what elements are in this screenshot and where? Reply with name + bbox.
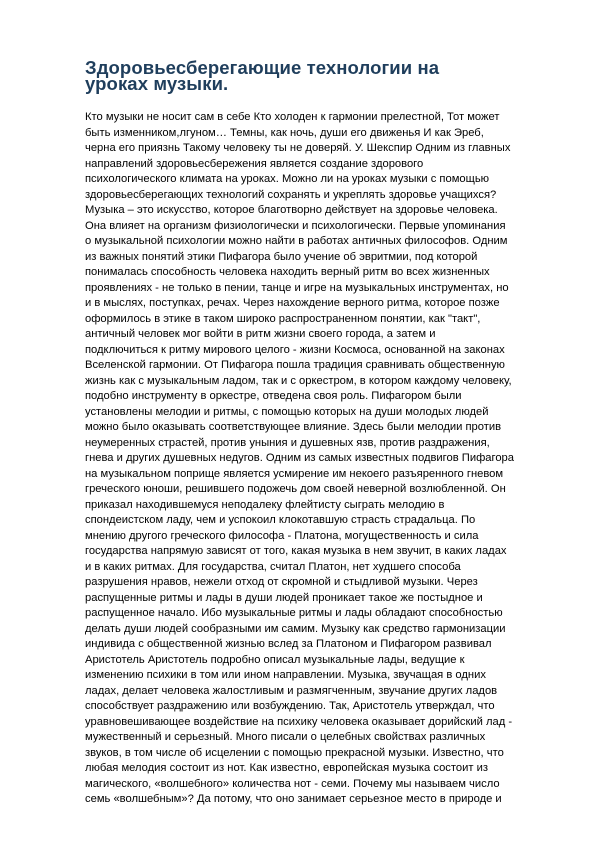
body-line: приказал находившемуся неподалеку флейтисту сыграть мелодию в	[85, 498, 445, 511]
body-line: Кто музыки не носит сам в себе Кто холоден к гармонии прелестной, Тот может	[85, 111, 500, 123]
body-line: магического, «волшебного» количества нот - семи. Почему мы называем число	[85, 777, 500, 790]
body-line: и в мыслях, поступках, речах. Через нахождение верного ритма, которое позже	[85, 297, 500, 309]
body-line: подобно инструменту в оркестре, отведена своя роль. Пифагором были	[85, 390, 462, 402]
body-line: неумеренных страстей, против уныния и душевных язв, против раздражения,	[85, 436, 490, 449]
body-line: на музыкальном поприще является усмирение им некоего разъяренного гневом	[85, 467, 504, 480]
body-line: из важных понятий этики Пифагора было учение об эвритмии, под которой	[85, 250, 478, 263]
body-line: мужественный и серьезный. Много писали о целебных свойствах различных	[85, 731, 486, 743]
body-line: семь «волшебным»? Да потому, что оно занимает серьезное место в природе и	[85, 793, 502, 805]
body-line: индивида с общественной жизнью вслед за Платоном и Пифагором развивал	[85, 638, 492, 650]
body-line: распущенные ритмы и лады в души людей проникает такое же постыдное и	[85, 591, 483, 604]
body-line: можно было оказывать соответствующее влияние. Здесь были мелодии против	[85, 421, 502, 433]
body-line: мнению другого греческого философа - Платона, могущественность и сила	[85, 529, 479, 542]
body-line: Она влияет на организм физиологически и психологически. Первые упоминания	[85, 219, 506, 232]
body-line: о музыкальной психологии можно найти в работах античных философов. Одним	[85, 235, 508, 247]
body-line: распущенное начало. Ибо музыкальные ритмы и лады обладают способностью	[85, 607, 503, 619]
body-line: изменению психики в том или ином направлении. Музыка, звучащая в одних	[85, 669, 486, 681]
body-line: звуков, в том числе об исцелении с помощью прекрасной музыки. Известно, что	[85, 746, 504, 759]
body-line: ладах, делает человека жалостливым и размягченным, звучание других ладов	[85, 684, 498, 697]
document-title	[85, 57, 535, 94]
body-line: подключиться к ритму мирового целого - жизни Космоса, основанной на законах	[85, 343, 505, 356]
body-line: жизнь как с музыкальным ладом, так и с оркестром, в котором каждому человеку,	[85, 374, 512, 387]
body-line: античный человек мог войти в ритм жизни своего города, а затем и	[85, 328, 436, 340]
body-line: психологического климата на уроках. Можно ли на уроках музыки с помощью	[85, 173, 490, 185]
body-line: способствует раздражению или возбуждению. Так, Аристотель утверждал, что	[85, 700, 495, 712]
body-line: здоровьесберегающих технологий сохранять и укреплять здоровье учащихся?	[85, 188, 497, 201]
body-line: государства напрямую зависят от того, какая музыка в нем звучит, в каких ладах	[85, 545, 507, 557]
body-line: гнева и других душевных недугов. Одним из самых известных подвигов Пифагора	[85, 452, 514, 464]
body-line: и в каких ритмах. Для государства, считал Платон, нет худшего способа	[85, 560, 461, 573]
title-line: уроках музыки.	[85, 72, 229, 94]
body-line: греческого юноши, решившего подожечь дом своей неверной возлюбленной. Он	[85, 483, 506, 495]
body-line: разрушения нравов, нежели отход от скромной и стыдливой музыки. Через	[85, 576, 478, 588]
body-line: Музыка – это искусство, которое благотворно действует на здоровье человека.	[85, 204, 498, 216]
body-line: Аристотель Аристотель подробно описал музыкальные лады, ведущие к	[85, 653, 465, 666]
title-line: Здоровьесберегающие технологии на	[85, 57, 440, 78]
body-line: делать души людей сообразными им самим. Музыку как средство гармонизации	[85, 622, 506, 635]
body-line: спондеистском ладу, чем и успокоил клокотавшую страсть страдальца. По	[85, 514, 476, 526]
body-line: проявлениях - не только в пении, танце и игре на музыкальных инструментах, но	[85, 281, 509, 294]
body-line: понималась способность человека находить верный ритм во всех жизненных	[85, 266, 490, 278]
body-line: направлений здоровьесбережения является создание здорового	[85, 157, 424, 170]
body-line: быть изменником,лгуном… Темны, как ночь, души его движенья И как Эреб,	[85, 126, 484, 139]
body-text	[85, 110, 535, 808]
body-line: установлены мелодии и ритмы, с помощью которых на души молодых людей	[85, 405, 489, 418]
body-line: черна его приязнь Такому человеку ты не доверяй. У. Шекспир Одним из главных	[85, 142, 511, 154]
body-line: Вселенской гармонии. От Пифагора пошла традиция сравнивать общественную	[85, 359, 505, 371]
body-line: уравновешивающее воздействие на психику человека оказывает дорийский лад -	[85, 715, 513, 728]
body-line: оформилось в этике в таком широко распространенном понятии, как "такт",	[85, 312, 481, 325]
body-line: любая мелодия состоит из нот. Как известно, европейская музыка состоит из	[85, 762, 488, 774]
